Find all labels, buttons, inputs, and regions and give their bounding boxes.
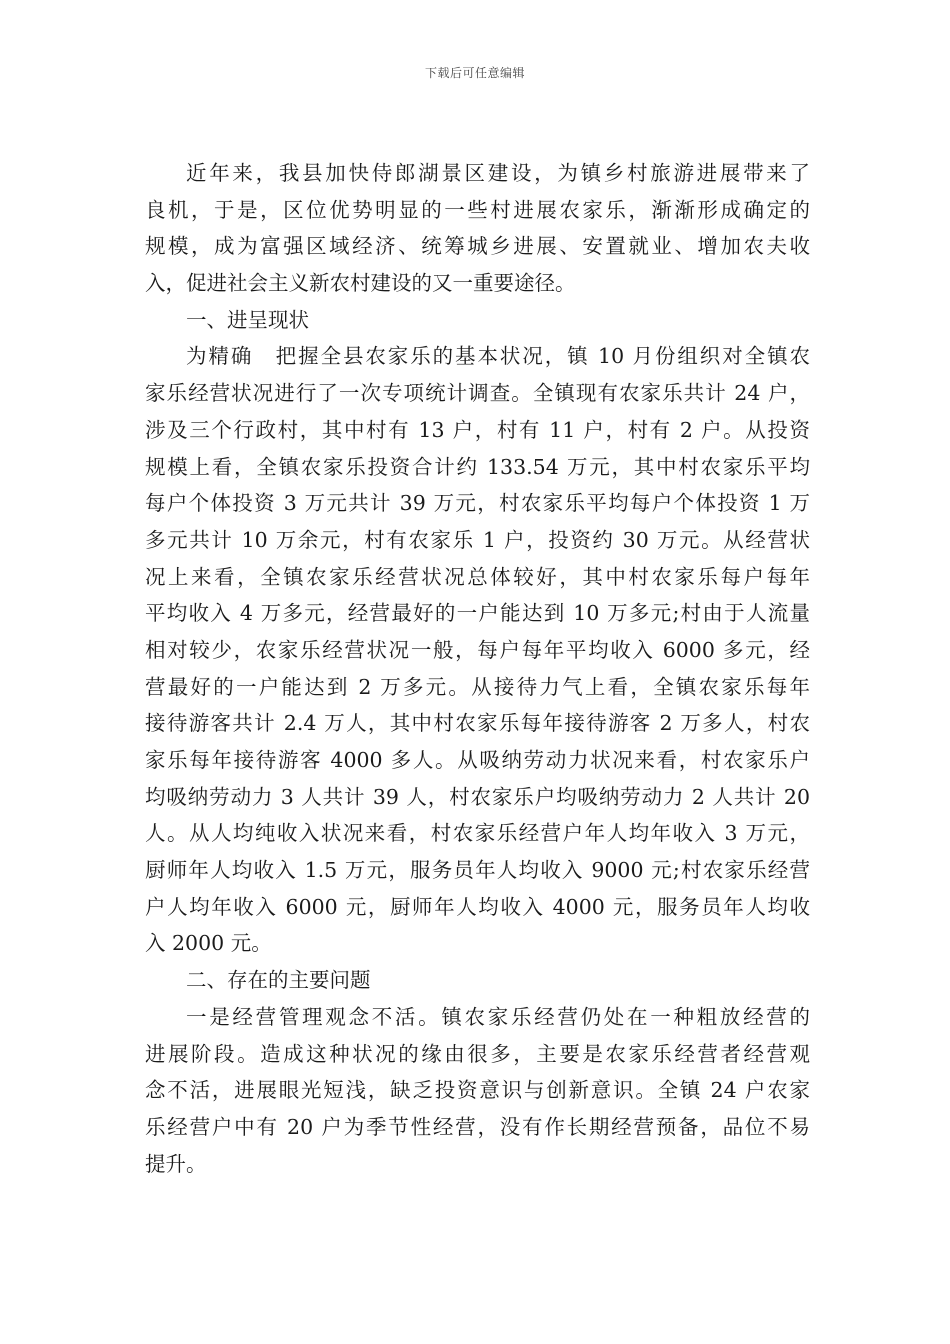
text-line: 多元共计 10 万余元，村有农家乐 1 户，投资约 30 万元。从经营状 [145, 527, 810, 552]
text-line: 念不活，进展眼光短浅，缺乏投资意识与创新意识。全镇 24 户农家 [145, 1078, 810, 1103]
text-line: 乐经营户中有 20 户为季节性经营，没有作长期经营预备，品位不易 [145, 1114, 810, 1139]
text-line: 进展阶段。造成这种状况的缘由很多，主要是农家乐经营者经营观 [145, 1041, 810, 1066]
text-line: 平均收入 4 万多元，经营最好的一户能达到 10 万多元;村由于人流量 [145, 601, 810, 626]
text-line: 营最好的一户能达到 2 万多元。从接待力气上看，全镇农家乐每年 [145, 674, 810, 699]
text-line: 良机，于是，区位优势明显的一些村进展农家乐，渐渐形成确定的 [145, 197, 810, 222]
text-line: 相对较少，农家乐经营状况一般，每户每年平均收入 6000 多元，经 [145, 637, 810, 662]
text-line: 人。从人均纯收入状况来看，村农家乐经营户年人均年收入 3 万元， [145, 821, 810, 846]
text-line: 厨师年人均收入 1.5 万元，服务员年人均收入 9000 元;村农家乐经营 [145, 858, 810, 883]
text-line: 接待游客共计 2.4 万人，其中村农家乐每年接待游客 2 万多人，村农 [145, 711, 810, 736]
text-line: 一是经营管理观念不活。镇农家乐经营仍处在一种粗放经营的 [186, 1004, 810, 1029]
text-line: 家乐每年接待游客 4000 多人。从吸纳劳动力状况来看，村农家乐户 [145, 748, 810, 772]
text-line: 涉及三个行政村，其中村有 13 户，村有 11 户，村有 2 户。从投资 [145, 417, 810, 442]
text-line: 近年来，我县加快侍郎湖景区建设，为镇乡村旅游进展带来了 [186, 161, 810, 185]
text-line: 提升。 [145, 1151, 207, 1176]
text-line: 入 2000 元。 [145, 931, 272, 956]
text-line: 入，促进社会主义新农村建设的又一重要途径。 [145, 271, 576, 296]
text-line: 况上来看，全镇农家乐经营状况总体较好，其中村农家乐每户每年 [145, 564, 810, 589]
text-line: 每户个体投资 3 万元共计 39 万元，村农家乐平均每户个体投资 1 万 [145, 491, 810, 516]
text-line: 规模，成为富强区域经济、统筹城乡进展、安置就业、增加农夫收 [145, 234, 810, 259]
text-line: 二、存在的主要问题 [186, 968, 371, 993]
text-line: 均吸纳劳动力 3 人共计 39 人，村农家乐户均吸纳劳动力 2 人共计 20 [145, 784, 810, 809]
page-header: 下载后可任意编辑 [424, 66, 525, 80]
document-body [145, 155, 810, 1182]
text-line: 一、进呈现状 [186, 307, 309, 332]
text-line: 为精确 把握全县农家乐的基本状况，镇 10 月份组织对全镇农 [186, 344, 810, 369]
text-line: 户人均年收入 6000 元，厨师年人均收入 4000 元，服务员年人均收 [145, 894, 810, 919]
text-line: 规模上看，全镇农家乐投资合计约 133.54 万元，其中村农家乐平均 [145, 454, 810, 479]
text-line: 家乐经营状况进行了一次专项统计调查。全镇现有农家乐共计 24 户， [145, 381, 810, 406]
